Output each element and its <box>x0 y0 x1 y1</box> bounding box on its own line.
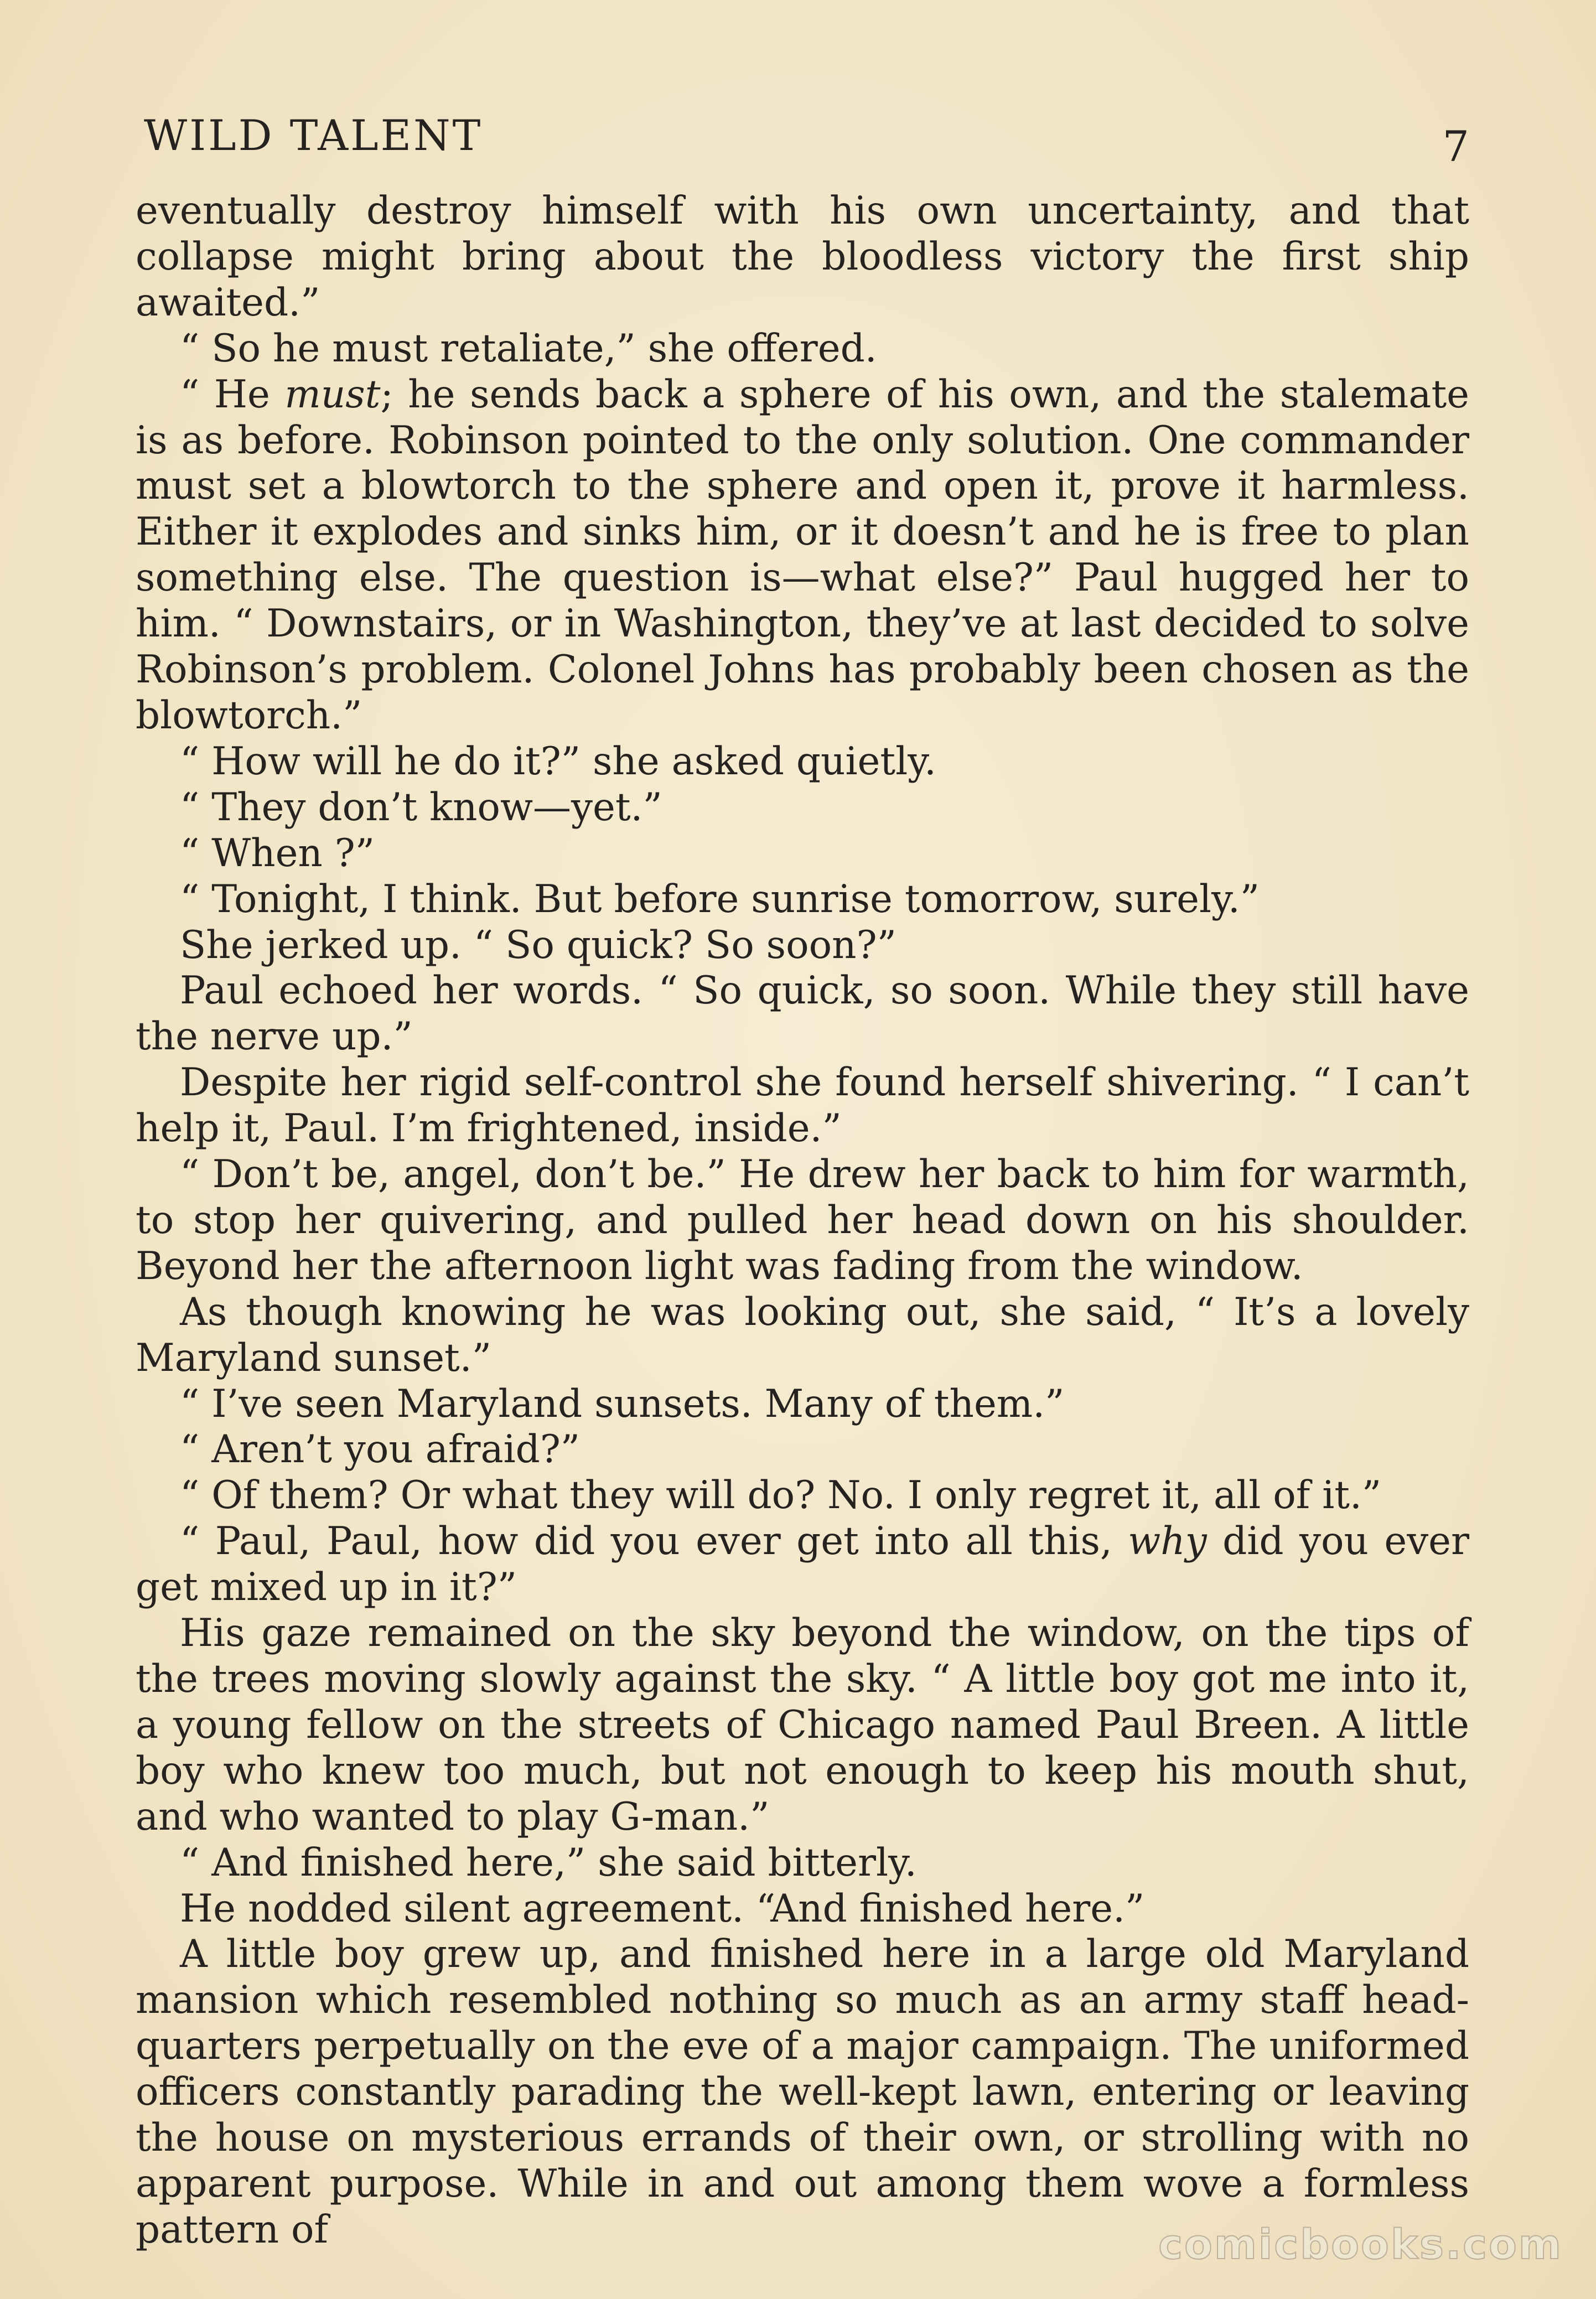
page-header <box>136 105 1469 188</box>
paragraph: A little boy grew up, and finished here in a large old Maryland mansion which resembled nothing so much as an army staff head-quarters perpetually on the eve of a major campaign. The uniformed officers constantly parading the well-kept lawn, entering or leaving the house on mysterious errands of their own, or strolling with no apparent purpose. While in and out among them wove a formless pattern of <box>136 1932 1469 2252</box>
paragraph: As though knowing he was looking out, she said, “ It’s a lovely Maryland sunset.” <box>136 1290 1469 1380</box>
paragraph: “ Of them? Or what they will do? No. I only regret it, all of it.” <box>180 1473 1382 1518</box>
paragraph: “ And finished here,” she said bitterly. <box>180 1840 917 1885</box>
paragraph: “ Paul, Paul, how did you ever get into all this, why did you ever get mixed up in it?” <box>136 1519 1469 1610</box>
paragraph: “ They don’t know—yet.” <box>180 785 662 830</box>
paragraph: “ Don’t be, angel, don’t be.” He drew her back to him for warmth, to stop her quivering, and pulled her head down on his shoulder. Beyond her the afternoon light was fading from the window. <box>136 1152 1469 1288</box>
paragraph: eventually destroy himself with his own uncertainty, and that collapse might bring about the bloodless victory the first ship awaited.” <box>136 189 1469 325</box>
book-page <box>136 105 1469 2253</box>
paragraph: Despite her rigid self-control she found herself shivering. “ I can’t help it, Paul. I’m frightened, inside.” <box>136 1060 1469 1151</box>
paragraph: She jerked up. “ So quick? So soon?” <box>180 923 897 967</box>
paragraph: Paul echoed her words. “ So quick, so soon. While they still have the nerve up.” <box>136 969 1469 1059</box>
running-head: WILD TALENT <box>144 111 483 160</box>
paragraph: “ So he must retaliate,” she offered. <box>180 326 877 371</box>
paragraph: “ When ?” <box>180 831 375 876</box>
paragraph: He nodded silent agreement. “And finished here.” <box>180 1886 1145 1931</box>
body-text <box>136 188 1469 2253</box>
paragraph: “ How will he do it?” she asked quietly. <box>180 739 936 784</box>
page-number: 7 <box>1442 122 1469 171</box>
paragraph: “ Tonight, I think. But before sunrise tomorrow, surely.” <box>180 877 1260 921</box>
watermark-text: comicbooks.com <box>1158 2221 1563 2269</box>
paragraph: “ Aren’t you afraid?” <box>180 1427 581 1472</box>
paragraph: “ He must; he sends back a sphere of his own, and the stalemate is as before. Robinson pointed to the only solution. One commander must set a blowtorch to the sphere and open it, prove it harmless. Either it explodes and sinks him, or it doesn’t and he is free to plan something else. The question is—what else?” Paul hugged her to him. “ Downstairs, or in Washington, they’ve at last decided to solve Robinson’s problem. Colonel Johns has probably been chosen as the blowtorch.” <box>136 372 1470 738</box>
paragraph: “ I’ve seen Maryland sunsets. Many of them.” <box>180 1381 1065 1426</box>
paragraph: His gaze remained on the sky beyond the window, on the tips of the trees moving slowly against the sky. “ A little boy got me into it, a young fellow on the streets of Chicago named Paul Breen. A little boy who knew too much, but not enough to keep his mouth shut, and who wanted to play G-man.” <box>136 1611 1469 1839</box>
